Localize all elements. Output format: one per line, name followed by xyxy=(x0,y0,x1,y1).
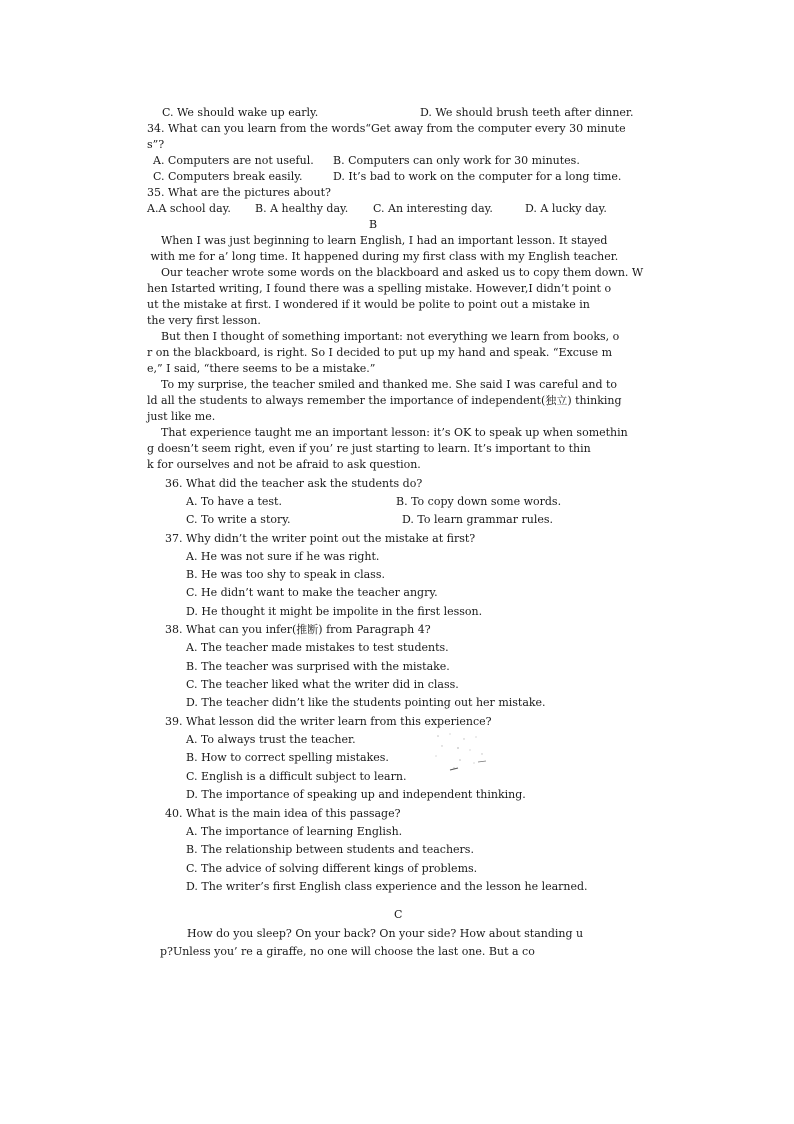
passage-line: k for ourselves and not be afraid to ask question. xyxy=(147,458,421,471)
option-d: D. The importance of speaking up and independent thinking. xyxy=(186,788,526,801)
option-b: B. How to correct spelling mistakes. xyxy=(186,751,389,764)
option-a: A. To have a test. xyxy=(186,495,282,508)
passage-line: ld all the students to always remember the importance of independent(独立) thinking xyxy=(147,394,622,407)
passage-line: with me for a’ long time. It happened during my first class with my English teacher. xyxy=(147,250,619,263)
option-b: B. The teacher was surprised with the mistake. xyxy=(186,660,450,673)
option-a: A. To always trust the teacher. xyxy=(186,733,356,746)
passage-line: But then I thought of something important: not everything we learn from books, o xyxy=(147,330,620,343)
scan-speckle-decoration xyxy=(430,730,490,776)
q34-stem-line-1: 34. What can you learn from the words“Get away from the computer every 30 minute xyxy=(147,122,626,135)
q35-option-d: D. A lucky day. xyxy=(525,202,607,215)
passage-line: Our teacher wrote some words on the blackboard and asked us to copy them down. W xyxy=(147,266,644,279)
option-d: D. To learn grammar rules. xyxy=(402,513,553,526)
passage-c-line-2: p?Unless you’ re a giraffe, no one will choose the last one. But a co xyxy=(160,945,535,958)
passage-line: g doesn’t seem right, even if you’ re just starting to learn. It’s important to thin xyxy=(147,442,591,455)
passage-line: That experience taught me an important lesson: it’s OK to speak up when somethin xyxy=(147,426,628,439)
q34-stem-line-2: s”? xyxy=(147,138,165,151)
passage-line: hen Istarted writing, I found there was a spelling mistake. However,I didn’t point o xyxy=(147,282,612,295)
question-stem: 40. What is the main idea of this passage? xyxy=(165,807,401,820)
question-stem: 36. What did the teacher ask the students do? xyxy=(165,477,423,490)
option-a: A. The importance of learning English. xyxy=(186,825,403,838)
passage-b-heading: B xyxy=(369,218,378,231)
passage-line: To my surprise, the teacher smiled and thanked me. She said I was careful and to xyxy=(147,378,618,391)
passage-line: e,” I said, “there seems to be a mistake.” xyxy=(147,362,376,375)
option-c: C. The teacher liked what the writer did in class. xyxy=(186,678,459,691)
option-c: C. The advice of solving different kings of problems. xyxy=(186,862,478,875)
question-stem: 39. What lesson did the writer learn from this experience? xyxy=(165,715,492,728)
passage-c-heading: C xyxy=(394,908,403,921)
question-stem: 37. Why didn’t the writer point out the mistake at first? xyxy=(165,532,476,545)
q35-option-a: A.A school day. xyxy=(147,202,231,215)
option-c: C. To write a story. xyxy=(186,513,291,526)
passage-c-line-1: How do you sleep? On your back? On your side? How about standing u xyxy=(187,927,584,940)
option-b: B. To copy down some words. xyxy=(396,495,562,508)
passage-line: When I was just beginning to learn English, I had an important lesson. It stayed xyxy=(147,234,608,247)
option-d: D. The teacher didn’t like the students pointing out her mistake. xyxy=(186,696,546,709)
q33-option-d: D. We should brush teeth after dinner. xyxy=(420,106,634,119)
passage-line: just like me. xyxy=(147,410,216,423)
option-d: D. He thought it might be impolite in the first lesson. xyxy=(186,605,483,618)
q35-option-b: B. A healthy day. xyxy=(255,202,349,215)
option-c: C. He didn’t want to make the teacher angry. xyxy=(186,586,438,599)
q35-option-c: C. An interesting day. xyxy=(373,202,493,215)
option-a: A. He was not sure if he was right. xyxy=(186,550,380,563)
option-b: B. The relationship between students and teachers. xyxy=(186,843,474,856)
q34-option-b: B. Computers can only work for 30 minutes. xyxy=(333,154,580,167)
passage-line: ut the mistake at first. I wondered if it would be polite to point out a mistake in xyxy=(147,298,590,311)
option-b: B. He was too shy to speak in class. xyxy=(186,568,385,581)
q33-option-c: C. We should wake up early. xyxy=(162,106,319,119)
option-a: A. The teacher made mistakes to test students. xyxy=(186,641,449,654)
q34-option-c: C. Computers break easily. xyxy=(153,170,303,183)
q35-stem: 35. What are the pictures about? xyxy=(147,186,331,199)
passage-line: r on the blackboard, is right. So I decided to put up my hand and speak. “Excuse m xyxy=(147,346,613,359)
option-d: D. The writer’s first English class experience and the lesson he learned. xyxy=(186,880,588,893)
option-c: C. English is a difficult subject to learn. xyxy=(186,770,407,783)
q34-option-d: D. It’s bad to work on the computer for a long time. xyxy=(333,170,622,183)
question-stem: 38. What can you infer(推断) from Paragraph 4? xyxy=(165,623,431,636)
q34-option-a: A. Computers are not useful. xyxy=(153,154,314,167)
passage-line: the very first lesson. xyxy=(147,314,261,327)
